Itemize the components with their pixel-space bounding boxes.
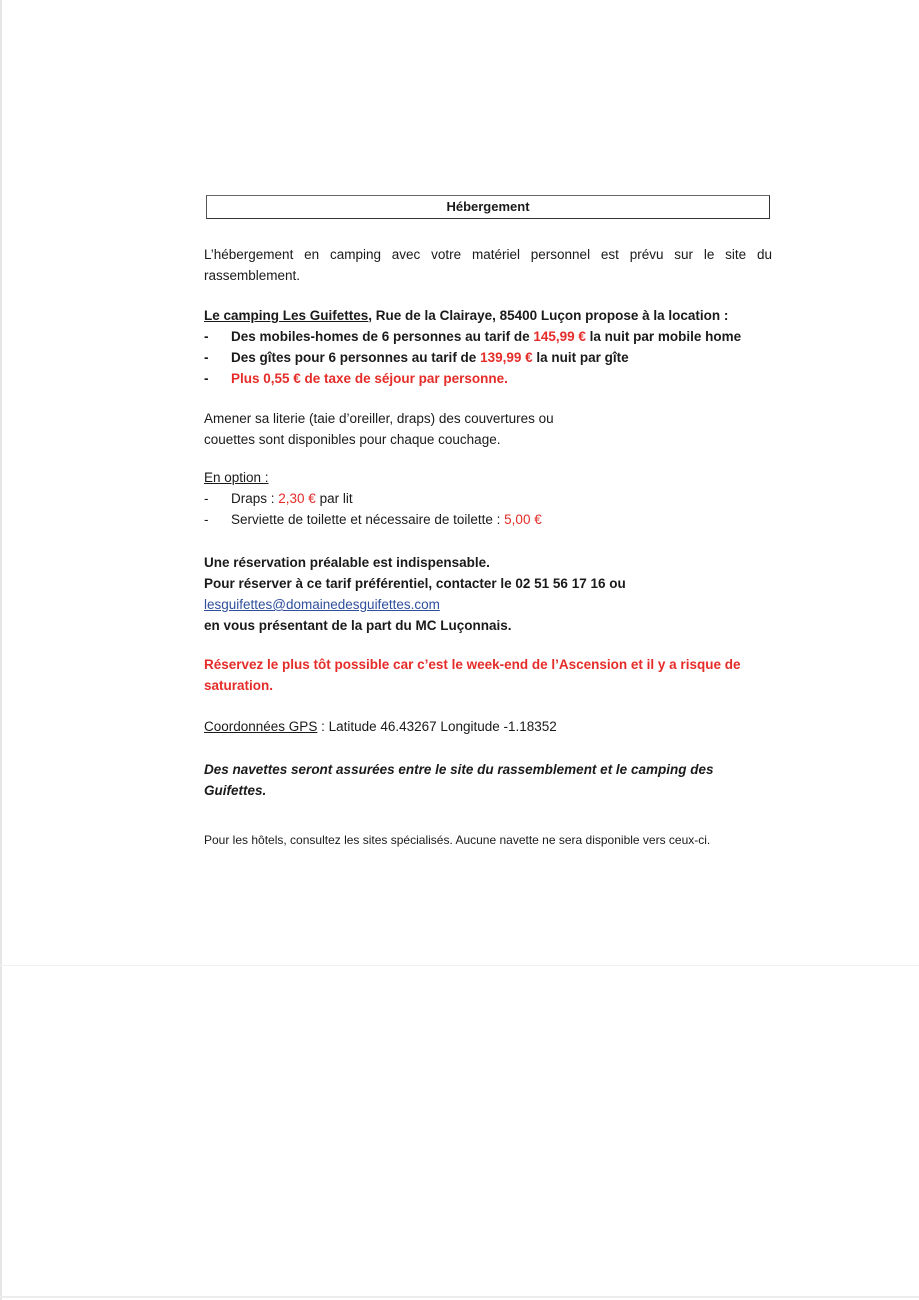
bullet-dash: - (204, 512, 209, 527)
option-label: En option : (204, 470, 269, 485)
item-prefix: Des mobiles-homes de 6 personnes au tarif de (231, 329, 534, 344)
warning-line: saturation. (204, 678, 274, 693)
literie-paragraph (204, 408, 634, 450)
page-fold-line (0, 965, 919, 966)
warning-paragraph (204, 654, 774, 696)
reservation-line: en vous présentant de la part du MC Luçonnais. (204, 618, 512, 633)
gps-line (204, 716, 704, 737)
item-prefix: Des gîtes pour 6 personnes au tarif de (231, 350, 481, 365)
tax-note: Plus 0,55 € de taxe de séjour par personne. (231, 371, 508, 386)
list-item (204, 326, 804, 347)
camping-section (204, 305, 804, 389)
bullet-dash: - (204, 350, 209, 365)
item-price: 145,99 € (533, 329, 586, 344)
warning-line: Réservez le plus tôt possible car c’est le week-end de l’Ascension et il y a risque de (204, 657, 741, 672)
section-heading-box (206, 195, 770, 219)
item-price: 2,30 € (278, 491, 316, 506)
list-item (204, 347, 804, 368)
item-prefix: Serviette de toilette et nécessaire de toilette : (231, 512, 505, 527)
navettes-line: Guifettes. (204, 783, 267, 798)
list-item-text (231, 347, 629, 368)
camping-address: , Rue de la Clairaye, 85400 Luçon propose à la location : (368, 308, 729, 323)
list-item-text (231, 326, 741, 347)
bullet-dash: - (204, 491, 209, 506)
page-edge (0, 0, 2, 1300)
item-price: 139,99 € (480, 350, 533, 365)
email-link[interactable]: lesguifettes@domainedesguifettes.com (204, 597, 440, 612)
gps-label: Coordonnées GPS (204, 719, 318, 734)
hotels-note: Pour les hôtels, consultez les sites spécialisés. Aucune navette ne sera disponible vers ceux-ci. (204, 833, 711, 847)
list-item (204, 368, 804, 389)
reservation-line: Une réservation préalable est indispensable. (204, 555, 490, 570)
reservation-line: Pour réserver à ce tarif préférentiel, contacter le 02 51 56 17 16 ou (204, 576, 626, 591)
option-section (204, 467, 704, 530)
list-item-text (231, 488, 353, 509)
item-suffix: la nuit par gîte (532, 350, 629, 365)
reservation-section (204, 552, 784, 636)
gps-value: : Latitude 46.43267 Longitude -1.18352 (317, 719, 557, 734)
item-suffix: la nuit par mobile home (585, 329, 742, 344)
navettes-line: Des navettes seront assurées entre le site du rassemblement et le camping des (204, 762, 714, 777)
literie-line: Amener sa literie (taie d’oreiller, draps) des couvertures ou (204, 411, 554, 426)
camping-intro-line (204, 305, 804, 326)
intro-paragraph: L’hébergement en camping avec votre matériel personnel est prévu sur le site du rassemblement. (204, 247, 772, 283)
list-item (204, 509, 704, 530)
item-price: 5,00 € (504, 512, 542, 527)
list-item-text (231, 509, 542, 530)
list-item (204, 488, 704, 509)
literie-line: couettes sont disponibles pour chaque couchage. (204, 432, 501, 447)
section-heading: Hébergement (446, 199, 530, 214)
bullet-dash: - (204, 329, 209, 344)
page-bottom-edge (0, 1296, 919, 1298)
camping-name: Le camping Les Guifettes (204, 308, 369, 323)
item-prefix: Draps : (231, 491, 279, 506)
bullet-dash: - (204, 371, 209, 386)
navettes-paragraph (204, 759, 764, 801)
item-suffix: par lit (315, 491, 353, 506)
